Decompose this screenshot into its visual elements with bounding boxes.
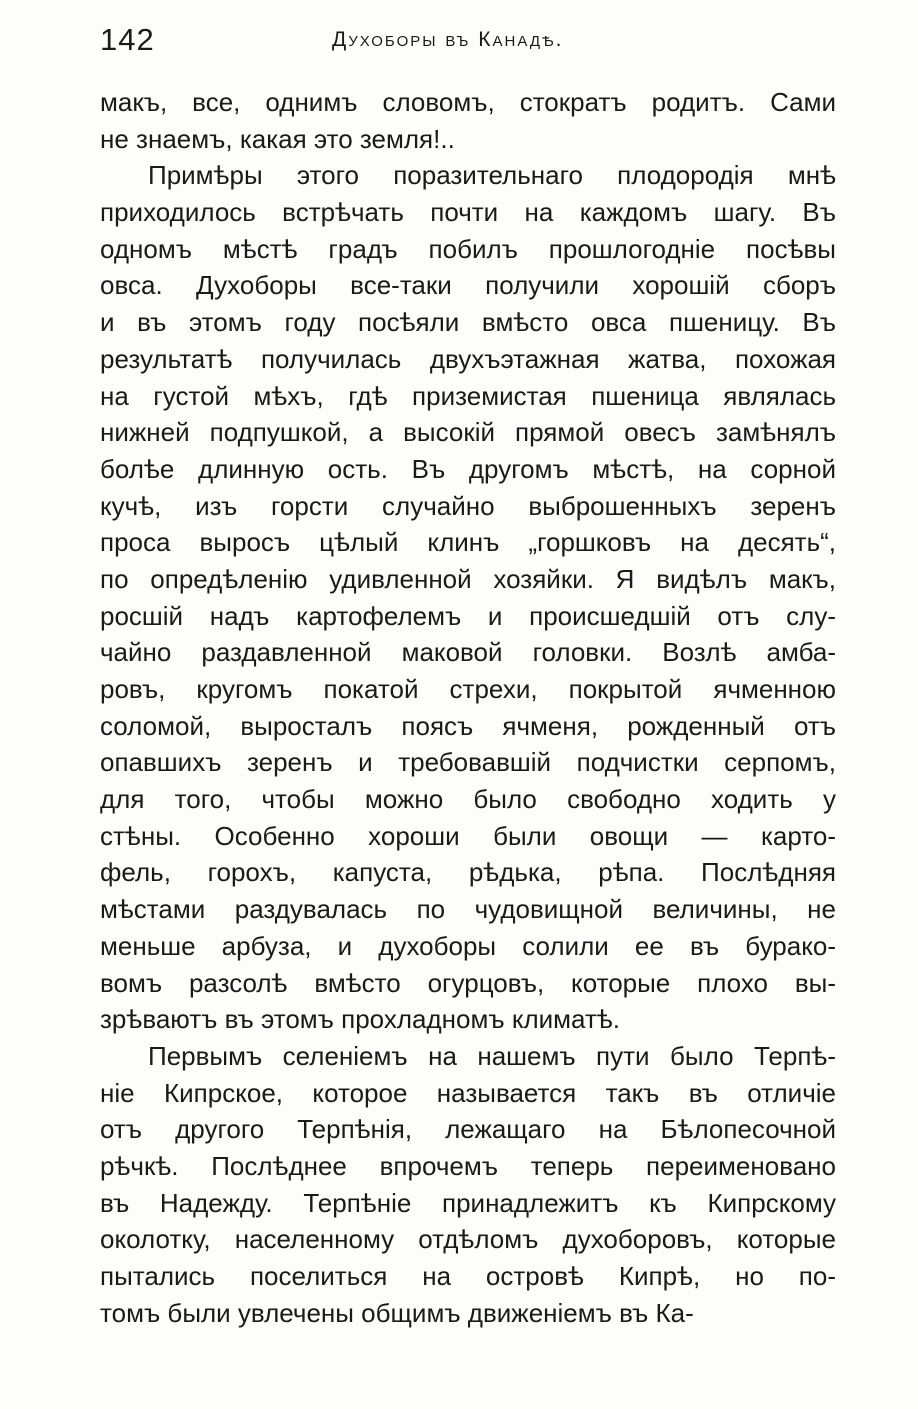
text-line: ніе Кипрское, которое называется такъ въ отличіе — [100, 1077, 836, 1108]
text-line: зрѣваютъ въ этомъ прохладномъ климатѣ. — [100, 1004, 621, 1035]
page-number: 142 — [100, 22, 155, 57]
text-line: опавшихъ зеренъ и требовавшій подчистки серпомъ, — [100, 747, 836, 778]
text-line: отъ другого Терпѣнія, лежащаго на Бѣлопесочной — [100, 1114, 836, 1145]
text-line: макъ, все, однимъ словомъ, стократъ родитъ. Сами — [100, 87, 836, 117]
text-line: вомъ разсолѣ вмѣсто огурцовъ, которые плохо вы- — [100, 967, 836, 998]
text-line: для того, чтобы можно было свободно ходить у — [100, 784, 836, 815]
text-line: не знаемъ, какая это земля!.. — [100, 123, 455, 154]
text-line: соломой, выросталъ поясъ ячменя, рожденный отъ — [100, 710, 836, 741]
text-line: приходилось встрѣчать почти на каждомъ шагу. Въ — [100, 197, 836, 228]
text-line: Первымъ селеніемъ на нашемъ пути было Терпѣ- — [148, 1040, 836, 1071]
paragraph — [100, 84, 836, 157]
text-line: проса выросъ цѣлый клинъ „горшковъ на десять“, — [100, 527, 836, 558]
text-line: фель, горохъ, капуста, рѣдька, рѣпа. Послѣдняя — [100, 857, 836, 888]
text-line: рѣчкѣ. Послѣднее впрочемъ теперь переименовано — [100, 1150, 836, 1181]
page-header — [100, 18, 836, 62]
text-line: чайно раздавленной маковой головки. Возлѣ амба- — [100, 637, 836, 668]
text-line: меньше арбуза, и духоборы солили ее въ бурако- — [100, 930, 836, 961]
paragraph — [100, 157, 836, 1038]
text-line: Примѣры этого поразительнаго плодородія мнѣ — [148, 160, 836, 191]
text-line: овса. Духоборы все-таки получили хорошій сборъ — [100, 270, 836, 301]
text-line: одномъ мѣстѣ градъ побилъ прошлогодніе посѣвы — [100, 233, 836, 264]
text-line: и въ этомъ году посѣяли вмѣсто овса пшеницу. Въ — [100, 307, 836, 338]
text-line: пытались поселиться на островѣ Кипрѣ, но по- — [100, 1261, 836, 1291]
text-line: мѣстами раздувалась по чудовищной величины, не — [100, 894, 836, 925]
text-line: ровъ, кругомъ покатой стрехи, покрытой ячменною — [100, 674, 836, 704]
running-title: Духоборы въ Канадѣ. — [332, 28, 564, 51]
text-line: околотку, населенному отдѣломъ духоборовъ, которые — [100, 1224, 836, 1255]
text-line: на густой мѣхъ, гдѣ приземистая пшеница являлась — [100, 380, 836, 411]
text-line: въ Надежду. Терпѣніе принадлежитъ къ Кипрскому — [100, 1187, 836, 1218]
text-line: болѣе длинную ость. Въ другомъ мѣстѣ, на сорной — [100, 453, 836, 484]
text-line: кучѣ, изъ горсти случайно выброшенныхъ зеренъ — [100, 490, 836, 521]
text-line: результатѣ получилась двухъэтажная жатва, похожая — [100, 343, 836, 374]
text-line: нижней подпушкой, а высокій прямой овесъ замѣнялъ — [100, 417, 836, 448]
paragraph — [100, 1038, 836, 1332]
text-line: стѣны. Особенно хороши были овощи — карто- — [100, 820, 836, 851]
text-line: росшій надъ картофелемъ и происшедшій отъ слу- — [100, 600, 836, 631]
text-line: томъ были увлечены общимъ движеніемъ въ Ка- — [100, 1297, 694, 1328]
text-line: по опредѣленію удивленной хозяйки. Я видѣлъ макъ, — [100, 563, 836, 594]
body-text — [100, 84, 836, 1331]
